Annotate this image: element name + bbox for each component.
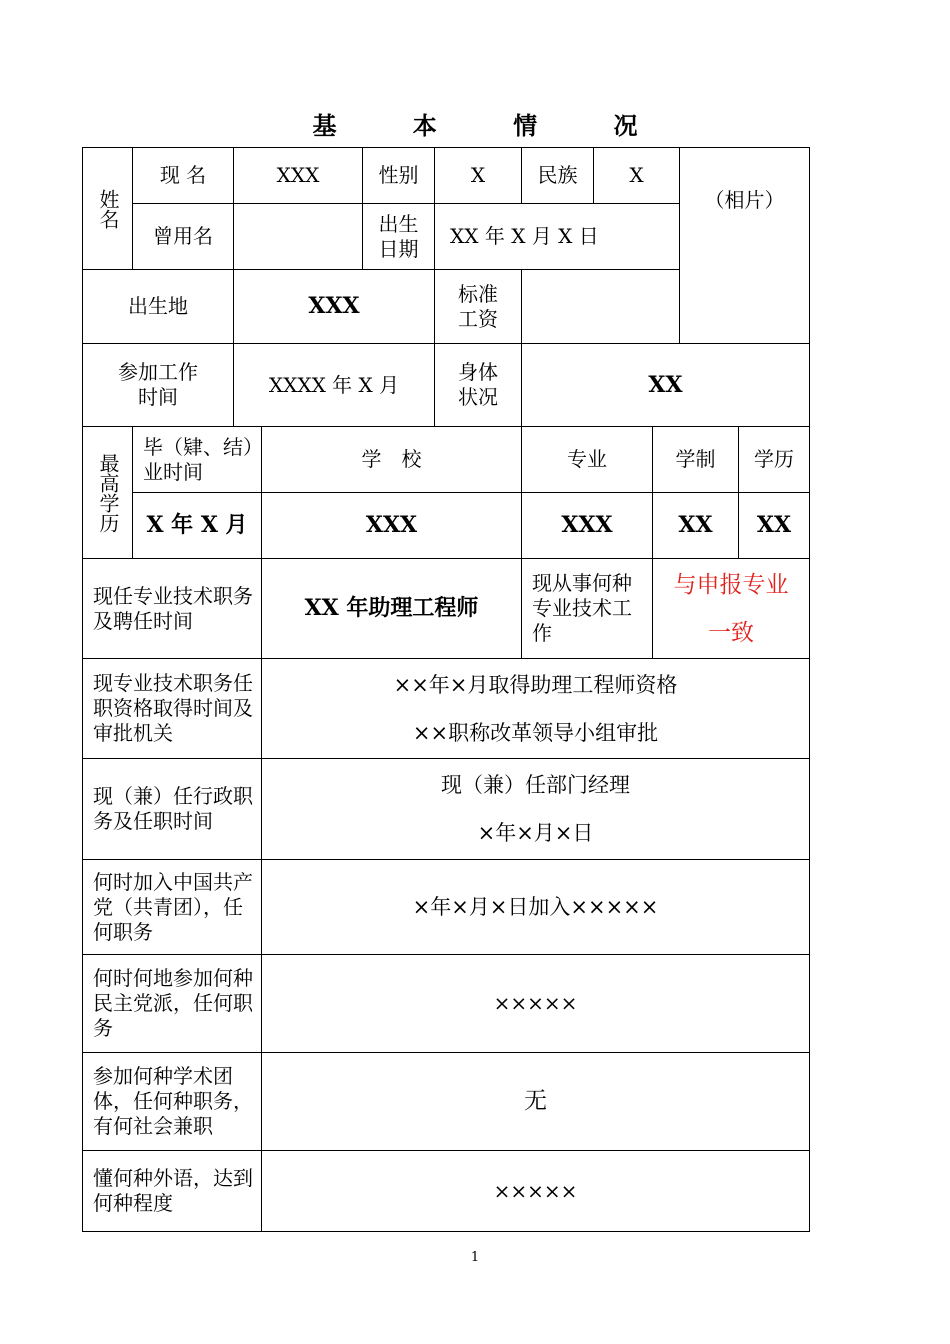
work-start-label: 参加工作时间 — [82, 343, 234, 427]
admin-post-line-2: ×年×月×日 — [477, 821, 594, 845]
qualification-label: 现专业技术职务任职资格取得时间及审批机关 — [82, 658, 262, 759]
party-value[interactable]: ×年×月×日加入××××× — [261, 859, 810, 955]
education-group-label: 最高学历 — [82, 426, 133, 559]
work-start-value[interactable]: XXXX 年 X 月 — [233, 343, 435, 427]
photo-placeholder: （相片） — [679, 147, 810, 344]
qualification-line-2: ××职称改革领导小组审批 — [412, 720, 659, 745]
name-group-label: 姓名 — [82, 147, 133, 270]
health-label: 身体状况 — [434, 343, 522, 427]
ethnicity-value[interactable]: X — [593, 147, 680, 204]
ethnicity-label: 民族 — [521, 147, 594, 204]
current-name-value[interactable]: XXX — [233, 147, 363, 204]
birth-date-value[interactable]: XX 年 X 月 X 日 — [434, 203, 680, 270]
degree-label: 学历 — [738, 426, 810, 493]
academic-group-label: 参加何种学术团体，任何种职务，有何社会兼职 — [82, 1052, 262, 1151]
gender-value[interactable]: X — [434, 147, 522, 204]
current-work-label: 现从事何种专业技术工作 — [521, 558, 653, 659]
school-value[interactable]: XXX — [261, 492, 522, 559]
major-label: 专业 — [521, 426, 653, 493]
party-label: 何时加入中国共产党（共青团），任何职务 — [82, 859, 262, 955]
page-title: 基 本 情 况 — [312, 111, 672, 140]
birthplace-value[interactable]: XXX — [233, 269, 435, 344]
birth-date-label: 出生日期 — [362, 203, 435, 270]
school-label: 学 校 — [261, 426, 522, 493]
degree-value[interactable]: XX — [738, 492, 810, 559]
admin-post-line-1: 现（兼）任部门经理 — [441, 773, 630, 797]
foreign-language-value[interactable]: ××××× — [261, 1150, 810, 1232]
current-name-label: 现 名 — [132, 147, 234, 204]
qualification-line-1: ××年×月取得助理工程师资格 — [393, 672, 678, 697]
admin-post-value[interactable] — [261, 758, 810, 860]
health-value[interactable]: XX — [521, 343, 810, 427]
democratic-party-label: 何时何地参加何种民主党派，任何职务 — [82, 954, 262, 1053]
current-title-label: 现任专业技术职务及聘任时间 — [82, 558, 262, 659]
duration-value[interactable]: XX — [652, 492, 739, 559]
major-value[interactable]: XXX — [521, 492, 653, 559]
standard-salary-value[interactable] — [521, 269, 680, 344]
former-name-label: 曾用名 — [132, 203, 234, 270]
graduation-time-value[interactable]: X 年 X 月 — [132, 492, 262, 559]
foreign-language-label: 懂何种外语，达到何种程度 — [82, 1150, 262, 1232]
graduation-time-label: 毕（肄、结）业时间 — [132, 426, 262, 493]
birthplace-label: 出生地 — [82, 269, 234, 344]
current-work-value[interactable]: 与申报专业一致 — [652, 558, 810, 659]
former-name-value[interactable] — [233, 203, 363, 270]
qualification-value[interactable] — [261, 658, 810, 759]
admin-post-label: 现（兼）任行政职务及任职时间 — [82, 758, 262, 860]
page-number: 1 — [470, 1250, 480, 1265]
duration-label: 学制 — [652, 426, 739, 493]
gender-label: 性别 — [362, 147, 435, 204]
current-title-value[interactable]: XX 年助理工程师 — [261, 558, 522, 659]
standard-salary-label: 标准工资 — [434, 269, 522, 344]
academic-group-value[interactable]: 无 — [261, 1052, 810, 1151]
democratic-party-value[interactable]: ××××× — [261, 954, 810, 1053]
